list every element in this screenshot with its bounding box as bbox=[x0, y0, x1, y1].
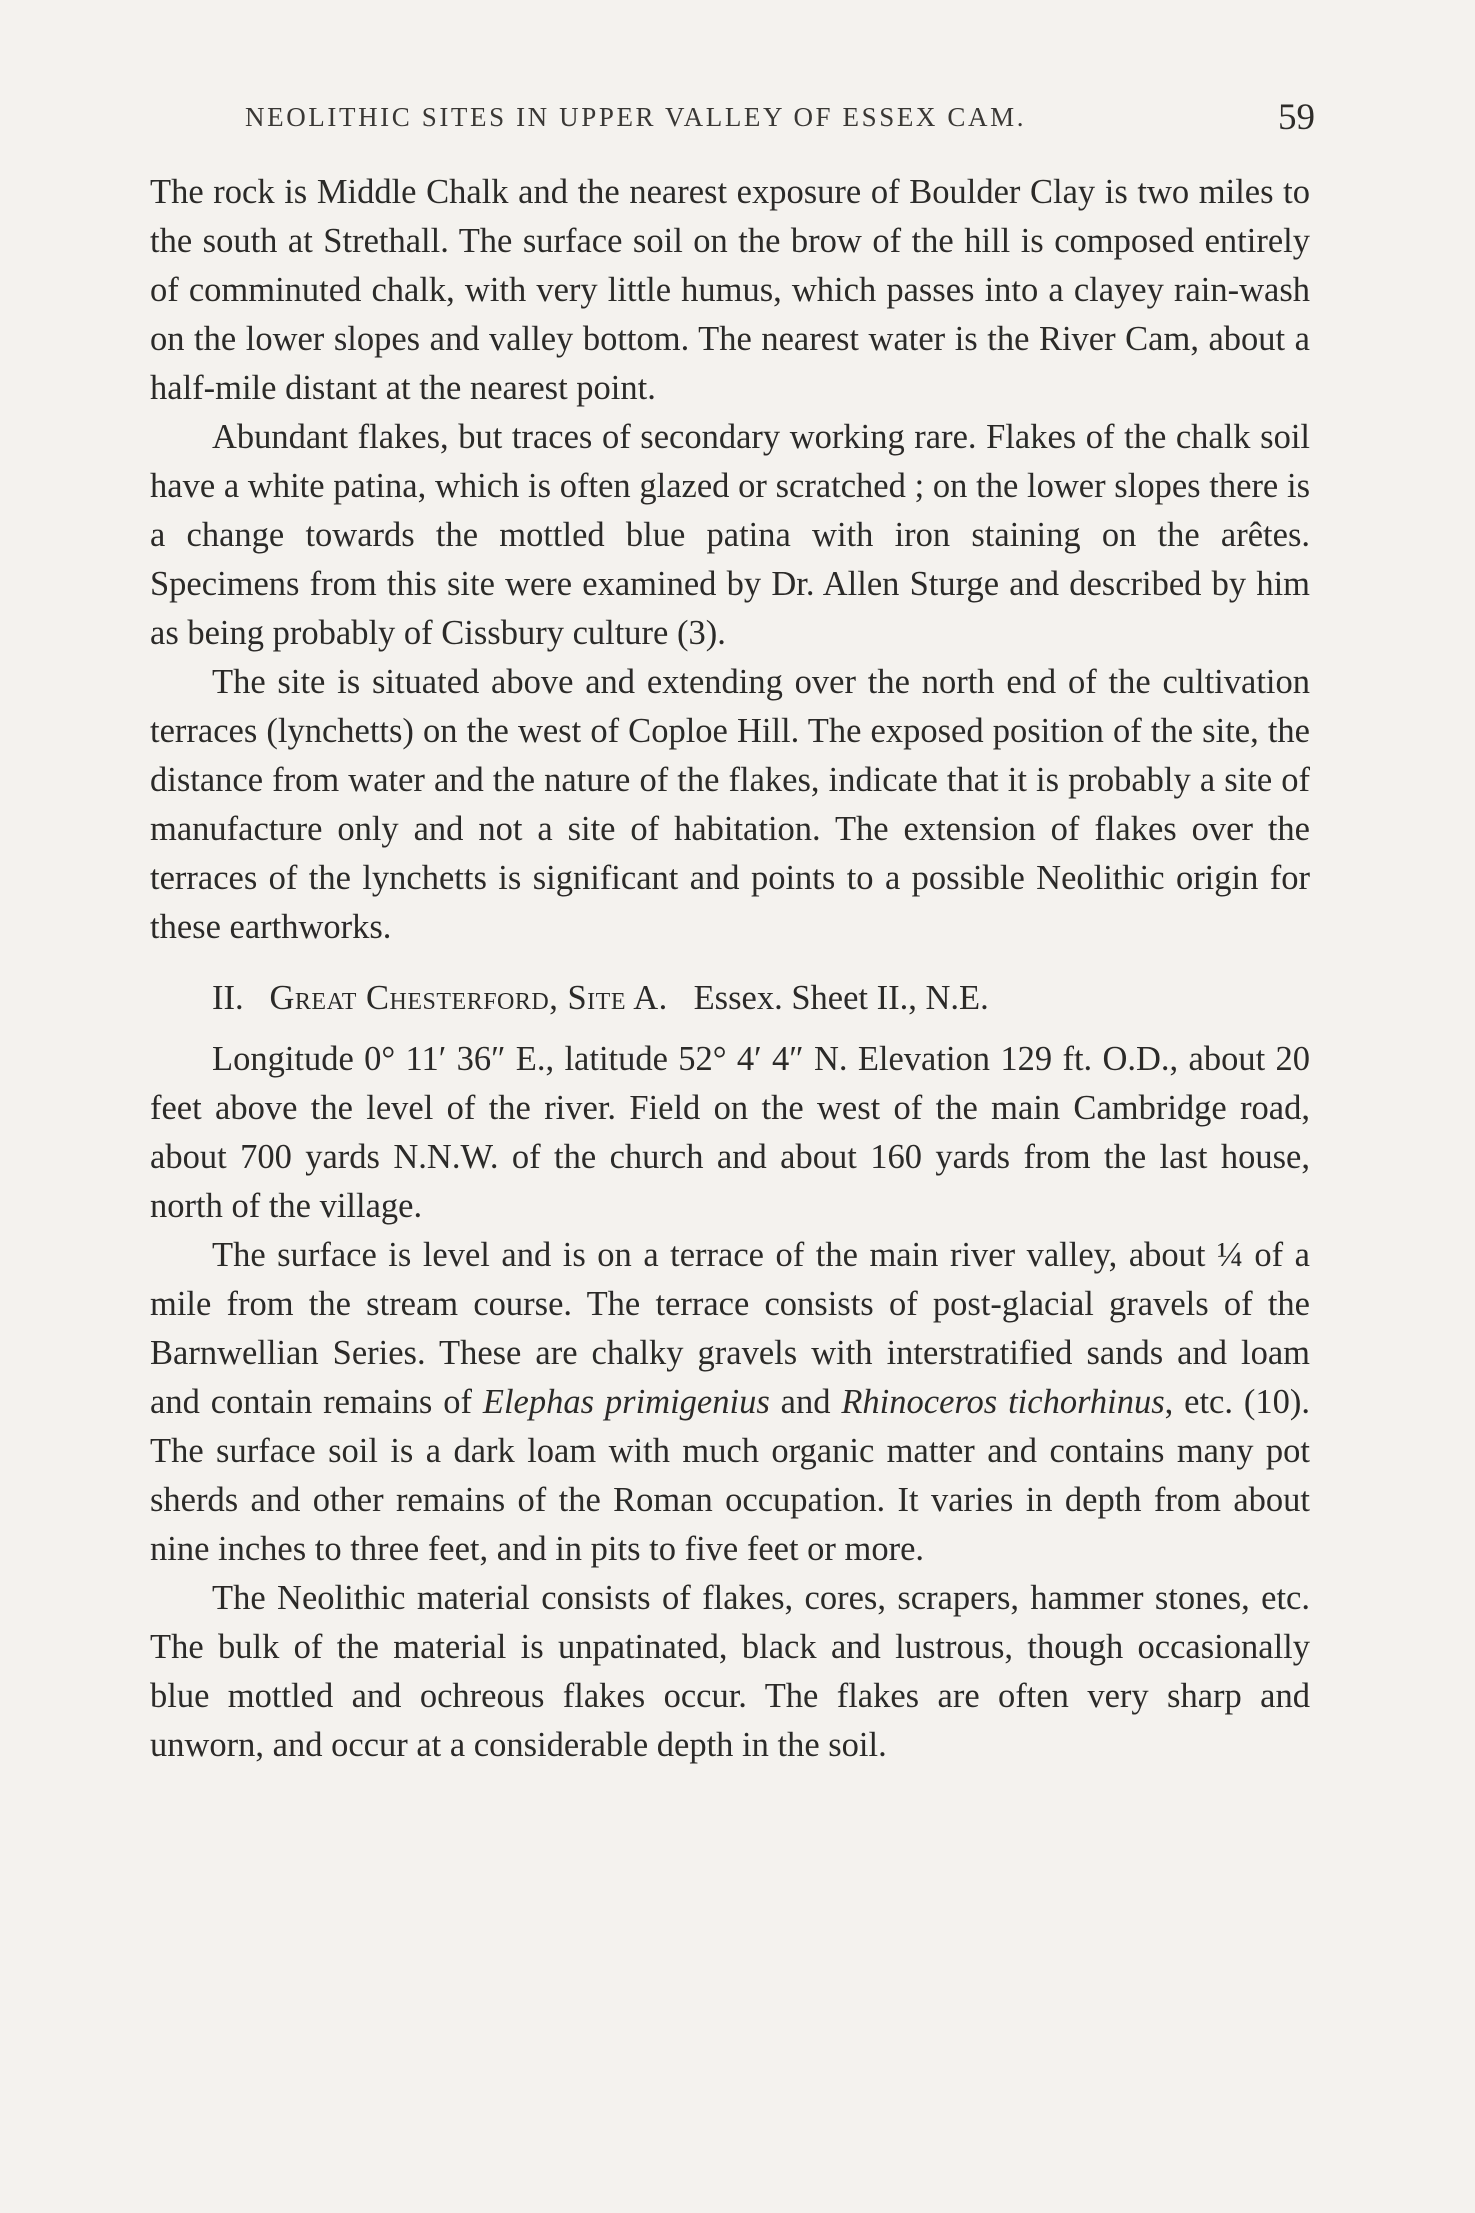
section-site-name: Great Chesterford, Site A. bbox=[269, 979, 668, 1017]
paragraph: The Neolithic material consists of flakes, cores, scrapers, hammer stones, etc. The bulk of the material is unpatinated, black and lustrous, though occasionally blue mottled and ochreous flakes occur. The flakes are often very sharp and unworn, and occur at a considerable depth in the soil. bbox=[150, 1579, 1310, 1764]
paragraph-text: , etc. (10). The surface soil is a dark loam with much organic matter and contains many pot sherds and other remains of the Roman occupation. It varies in depth from about nine inches to three feet, and in pits to five feet or more. bbox=[150, 1383, 1310, 1568]
paragraph-text: The surface is level and is on a terrace of the main river valley, about ¼ of a mile from the stream course. The terrace consists of post-glacial gravels of the Barnwellian Series. These are chalky gravels with interstratified sands and loam and contain remains of bbox=[150, 1236, 1310, 1421]
section-heading bbox=[150, 974, 1310, 1023]
page-number: 59 bbox=[1278, 97, 1315, 138]
species-name: Rhinoceros tichorhinus bbox=[841, 1383, 1165, 1421]
section-spacer bbox=[150, 1023, 1310, 1035]
paragraph: The rock is Middle Chalk and the nearest exposure of Boulder Clay is two miles to the south at Strethall. The surface soil on the brow of the hill is composed entirely of comminuted chalk, with very little humus, which passes into a clayey rain-wash on the lower slopes and valley bottom. The nearest water is the River Cam, about a half-mile distant at the nearest point. bbox=[150, 173, 1310, 407]
paragraph: The site is situated above and extending over the north end of the cultivation terraces (lynchetts) on the west of Coploe Hill. The exposed position of the site, the distance from water and the nature of the flakes, indicate that it is probably a site of manufacture only and not a site of habitation. The extension of flakes over the terraces of the lynchetts is significant and points to a possible Neolithic origin for these earthworks. bbox=[150, 663, 1310, 946]
species-name: Elephas primigenius bbox=[482, 1383, 770, 1421]
section-number: II. bbox=[212, 979, 244, 1017]
paragraph-text: and bbox=[769, 1383, 842, 1421]
paragraph: Abundant flakes, but traces of secondary working rare. Flakes of the chalk soil have a white patina, which is often glazed or scratched ; on the lower slopes there is a change towards the mottled blue patina with iron staining on the arêtes. Specimens from this site were examined by Dr. Allen Sturge and described by him as being probably of Cissbury culture (3). bbox=[150, 418, 1310, 652]
section-sheet: Essex. Sheet II., N.E. bbox=[693, 979, 989, 1017]
paragraph bbox=[150, 1231, 1310, 1574]
running-title: NEOLITHIC SITES IN UPPER VALLEY OF ESSEX CAM. bbox=[245, 102, 1027, 132]
section-spacer bbox=[150, 952, 1310, 974]
page-body bbox=[150, 168, 1310, 1770]
running-head bbox=[245, 96, 1315, 146]
paragraph: Longitude 0° 11′ 36″ E., latitude 52° 4′ 4″ N. Elevation 129 ft. O.D., about 20 feet above the level of the river. Field on the west of the main Cambridge road, about 700 yards N.N.W. of the church and about 160 yards from the last house, north of the village. bbox=[150, 1040, 1310, 1225]
